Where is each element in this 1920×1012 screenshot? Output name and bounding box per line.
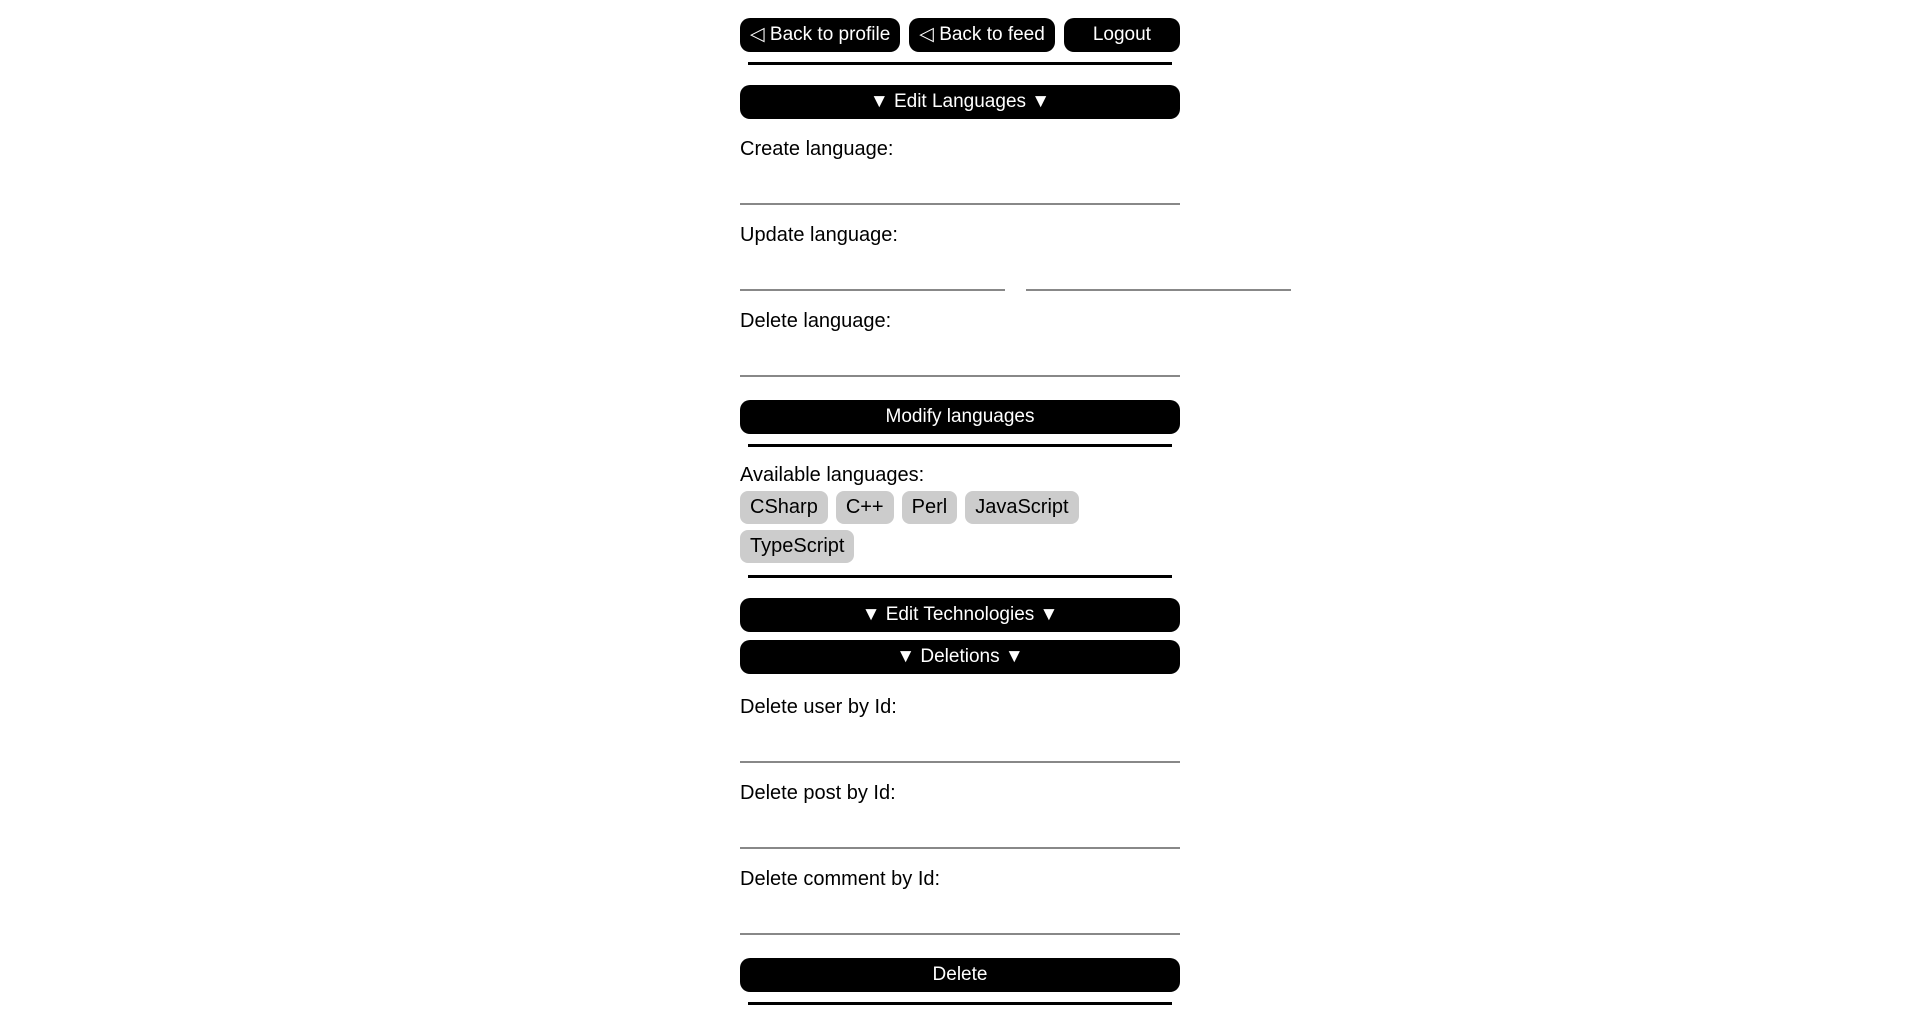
create-language-field bbox=[740, 137, 1180, 205]
delete-post-label: Delete post by Id: bbox=[740, 782, 896, 804]
delete-button[interactable]: Delete bbox=[740, 958, 1180, 992]
delete-language-input[interactable] bbox=[740, 333, 1180, 377]
admin-panel bbox=[740, 0, 1180, 1005]
languages-form-divider bbox=[748, 444, 1172, 447]
edit-technologies-toggle[interactable]: ▼ Edit Technologies ▼ bbox=[740, 598, 1180, 632]
delete-comment-input[interactable] bbox=[740, 891, 1180, 935]
modify-languages-button[interactable]: Modify languages bbox=[740, 400, 1180, 434]
logout-button[interactable]: Logout bbox=[1064, 18, 1180, 52]
edit-languages-toggle[interactable]: ▼ Edit Languages ▼ bbox=[740, 85, 1180, 119]
language-tag[interactable]: Perl bbox=[902, 491, 958, 524]
header-nav bbox=[740, 18, 1180, 52]
language-tags bbox=[740, 491, 1180, 563]
header-divider bbox=[748, 62, 1172, 65]
language-tag[interactable]: C++ bbox=[836, 491, 894, 524]
delete-language-field bbox=[740, 309, 1180, 377]
update-language-label: Update language: bbox=[740, 224, 898, 246]
delete-user-input[interactable] bbox=[740, 719, 1180, 763]
create-language-label: Create language: bbox=[740, 138, 894, 160]
language-tag[interactable]: TypeScript bbox=[740, 530, 854, 563]
back-to-feed-button[interactable]: ◁ Back to feed bbox=[909, 18, 1055, 52]
deletions-section-divider bbox=[748, 1002, 1172, 1005]
update-language-old-input[interactable] bbox=[740, 247, 1005, 291]
language-tag[interactable]: CSharp bbox=[740, 491, 828, 524]
language-tag[interactable]: JavaScript bbox=[965, 491, 1078, 524]
available-languages-label: Available languages: bbox=[740, 464, 925, 486]
languages-section-divider bbox=[748, 575, 1172, 578]
delete-post-input[interactable] bbox=[740, 805, 1180, 849]
delete-user-label: Delete user by Id: bbox=[740, 696, 897, 718]
delete-post-field bbox=[740, 781, 1180, 849]
create-language-input[interactable] bbox=[740, 161, 1180, 205]
update-language-field bbox=[740, 223, 1180, 291]
delete-user-field bbox=[740, 695, 1180, 763]
delete-language-label: Delete language: bbox=[740, 310, 892, 332]
deletions-toggle[interactable]: ▼ Deletions ▼ bbox=[740, 640, 1180, 674]
update-language-inputs-row bbox=[740, 247, 1180, 291]
delete-comment-field bbox=[740, 867, 1180, 935]
delete-comment-label: Delete comment by Id: bbox=[740, 868, 941, 890]
update-language-new-input[interactable] bbox=[1026, 247, 1291, 291]
back-to-profile-button[interactable]: ◁ Back to profile bbox=[740, 18, 900, 52]
